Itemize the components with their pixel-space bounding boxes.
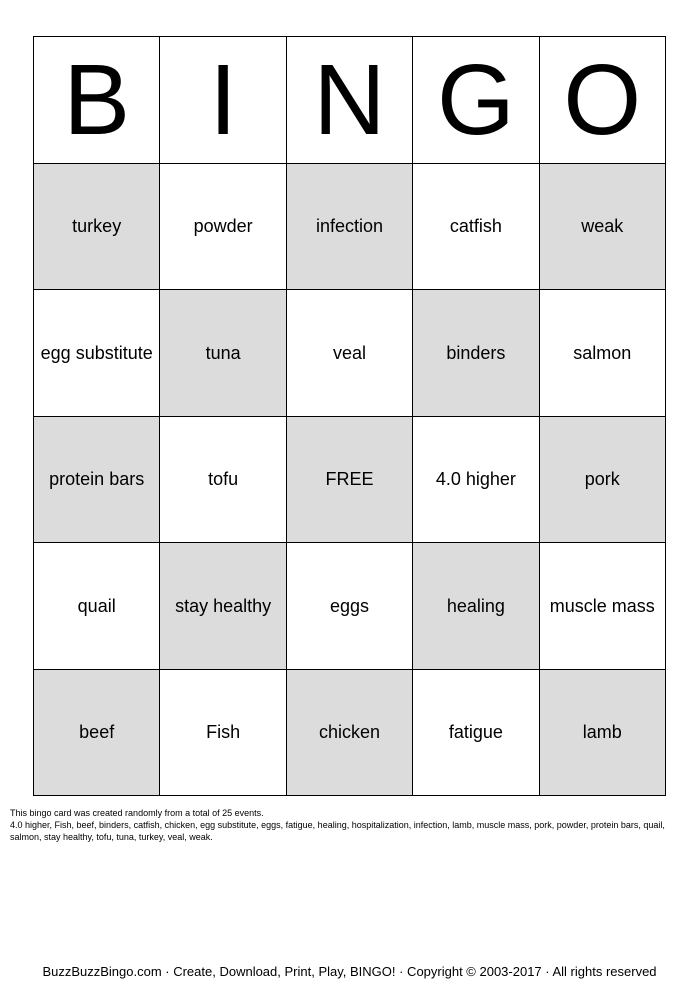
- bingo-cell: weak: [540, 164, 666, 291]
- page-footer: BuzzBuzzBingo.com · Create, Download, Print, Play, BINGO! · Copyright © 2003-2017 · All rights reserved: [42, 964, 657, 979]
- bingo-cell: chicken: [287, 670, 413, 797]
- bingo-cell: 4.0 higher: [413, 417, 539, 544]
- card-info: [10, 807, 690, 843]
- header-letter: I: [160, 37, 286, 164]
- info-event-list: 4.0 higher, Fish, beef, binders, catfish, chicken, egg substitute, eggs, fatigue, healing, hospitalization, infection, lamb, muscle mass, pork, powder, protein bars, quail, salmon, stay healthy, tofu, tuna, turkey, veal, weak.: [10, 820, 665, 842]
- bingo-cell: salmon: [540, 290, 666, 417]
- bingo-cell: healing: [413, 543, 539, 670]
- bingo-cell: tuna: [160, 290, 286, 417]
- free-space-cell: FREE: [287, 417, 413, 544]
- bingo-cell: powder: [160, 164, 286, 291]
- bingo-cell: infection: [287, 164, 413, 291]
- bingo-cell: turkey: [34, 164, 160, 291]
- bingo-cell: protein bars: [34, 417, 160, 544]
- bingo-cell: muscle mass: [540, 543, 666, 670]
- bingo-cell: pork: [540, 417, 666, 544]
- bingo-cell: quail: [34, 543, 160, 670]
- header-letter: O: [540, 37, 666, 164]
- header-letter: G: [413, 37, 539, 164]
- bingo-cell: egg substitute: [34, 290, 160, 417]
- bingo-cell: veal: [287, 290, 413, 417]
- bingo-cell: tofu: [160, 417, 286, 544]
- bingo-cell: lamb: [540, 670, 666, 797]
- info-summary: This bingo card was created randomly from a total of 25 events.: [10, 808, 264, 818]
- bingo-cell: beef: [34, 670, 160, 797]
- header-letter: B: [34, 37, 160, 164]
- header-letter: N: [287, 37, 413, 164]
- bingo-card: [33, 36, 666, 796]
- bingo-cell: catfish: [413, 164, 539, 291]
- bingo-cell: stay healthy: [160, 543, 286, 670]
- bingo-cell: eggs: [287, 543, 413, 670]
- bingo-cell: fatigue: [413, 670, 539, 797]
- bingo-cell: Fish: [160, 670, 286, 797]
- bingo-cell: binders: [413, 290, 539, 417]
